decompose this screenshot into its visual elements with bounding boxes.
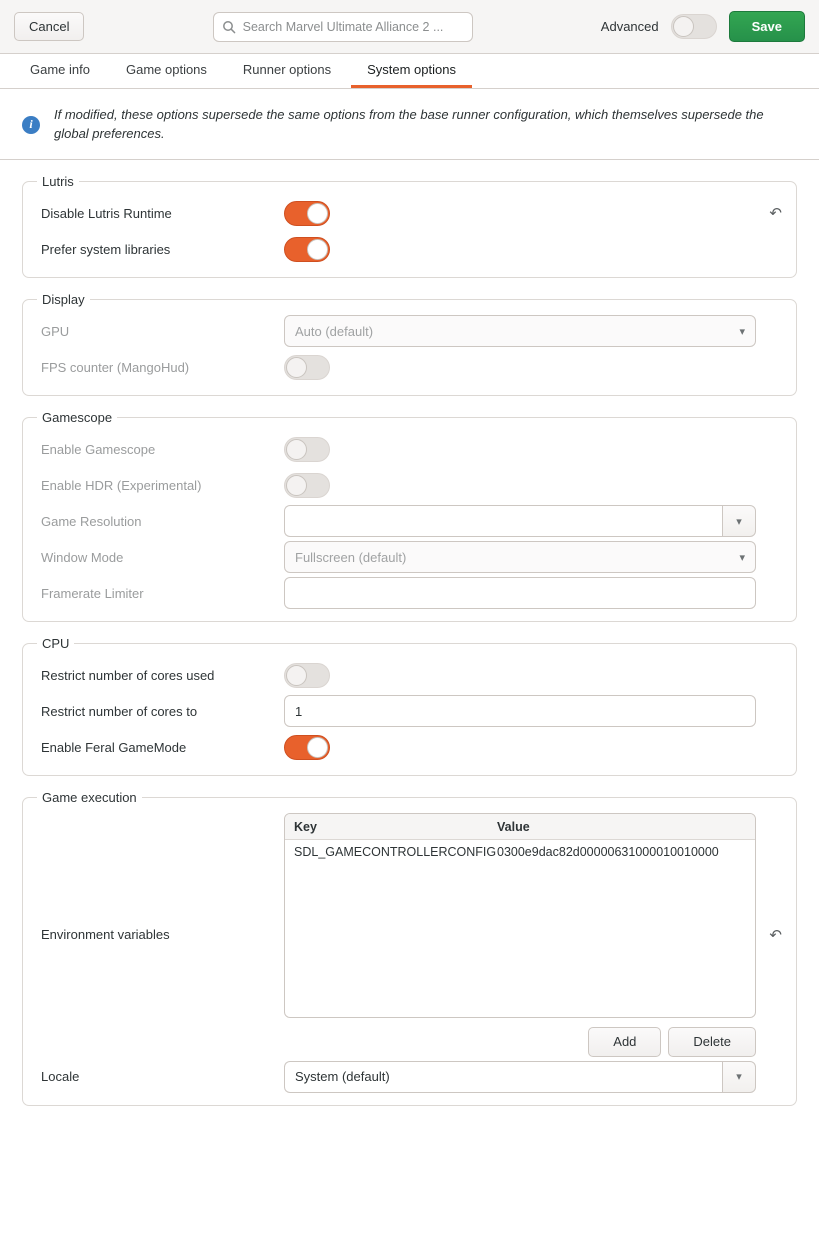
environment-variables-table[interactable] <box>284 813 756 1018</box>
row-label: GPU <box>41 323 70 339</box>
header-left <box>14 12 84 42</box>
table-row[interactable] <box>285 840 755 864</box>
info-icon: i <box>22 116 40 134</box>
row-control <box>284 1061 756 1093</box>
row-window-mode <box>41 539 782 575</box>
group-cpu <box>22 636 797 776</box>
row-label: Game Resolution <box>41 513 142 529</box>
group-game-execution <box>22 790 797 1106</box>
row-enable-gamescope <box>41 431 782 467</box>
toggle-knob <box>286 475 307 496</box>
save-button[interactable]: Save <box>729 11 805 43</box>
cancel-button[interactable]: Cancel <box>14 12 84 42</box>
header-right <box>601 11 805 43</box>
tab-system-options[interactable]: System options <box>351 54 472 88</box>
row-label: Enable HDR (Experimental) <box>41 477 202 493</box>
group-gamescope <box>22 410 797 622</box>
gpu-select-value: Auto (default) <box>295 323 374 339</box>
feral-gamemode-toggle[interactable] <box>284 735 330 760</box>
tab-game-info[interactable]: Game info <box>30 62 90 77</box>
row-label: Environment variables <box>41 927 170 943</box>
column-header-value: Value <box>497 819 530 834</box>
row-control <box>284 315 756 347</box>
header-center <box>84 12 600 42</box>
toggle-knob <box>307 737 328 758</box>
advanced-toggle-knob <box>673 16 694 37</box>
row-label: Locale <box>41 1069 80 1085</box>
row-control <box>284 735 756 760</box>
row-control <box>284 355 756 380</box>
toggle-knob <box>286 439 307 460</box>
restrict-cores-toggle[interactable] <box>284 663 330 688</box>
framerate-limiter-input[interactable] <box>284 577 756 609</box>
row-control <box>284 663 756 688</box>
row-control <box>284 505 756 537</box>
row-locale <box>41 1059 782 1095</box>
row-control <box>284 577 756 609</box>
row-control <box>284 237 756 262</box>
advanced-toggle[interactable] <box>671 14 717 39</box>
row-restrict-cores-used <box>41 657 782 693</box>
toggle-knob <box>286 357 307 378</box>
row-control <box>284 437 756 462</box>
cell-value: 0300e9dac82d00000631000010010000 <box>497 845 719 859</box>
cell-key: SDL_GAMECONTROLLERCONFIG <box>294 845 497 859</box>
group-game-execution-title: Game execution <box>42 790 137 805</box>
toggle-knob <box>307 239 328 260</box>
row-control <box>284 201 756 226</box>
group-lutris <box>22 174 797 278</box>
window-mode-select[interactable] <box>284 541 756 573</box>
row-label: Restrict number of cores to <box>41 703 198 719</box>
gpu-select[interactable] <box>284 315 756 347</box>
tab-game-options[interactable]: Game options <box>125 62 207 77</box>
chevron-down-icon[interactable]: ▾ <box>722 505 756 537</box>
toggle-knob <box>307 203 328 224</box>
group-cpu-title: CPU <box>42 636 70 651</box>
search-input[interactable] <box>213 12 473 42</box>
advanced-label: Advanced <box>600 19 659 34</box>
options-scroll-area[interactable] <box>0 160 819 1256</box>
row-control <box>284 541 756 573</box>
row-label: Disable Lutris Runtime <box>41 205 172 221</box>
row-label: Window Mode <box>41 549 124 565</box>
locale-select[interactable] <box>284 1061 756 1093</box>
row-game-resolution <box>41 503 782 539</box>
row-prefer-system-libraries <box>41 231 782 267</box>
row-label: Enable Feral GameMode <box>41 739 187 755</box>
toggle-knob <box>286 665 307 686</box>
info-banner-text: If modified, these options supersede the same options from the base runner configuration, which themselves supersede the global preferences. <box>54 106 764 141</box>
environment-variables-actions <box>284 1027 756 1057</box>
chevron-down-icon: ▾ <box>739 551 745 564</box>
add-button[interactable]: Add <box>588 1027 661 1057</box>
row-gpu <box>41 313 782 349</box>
chevron-down-icon[interactable]: ▾ <box>722 1061 756 1093</box>
row-label: Prefer system libraries <box>41 241 171 257</box>
group-display-title: Display <box>42 292 85 307</box>
row-label: Framerate Limiter <box>41 585 144 601</box>
chevron-down-icon: ▾ <box>739 325 745 338</box>
row-control <box>284 813 756 1057</box>
row-framerate-limiter <box>41 575 782 611</box>
reset-environment-variables-button[interactable]: ↶ <box>769 926 782 944</box>
group-display <box>22 292 797 396</box>
disable-lutris-runtime-toggle[interactable] <box>284 201 330 226</box>
enable-hdr-toggle[interactable] <box>284 473 330 498</box>
row-fps-counter <box>41 349 782 385</box>
tab-bar <box>0 54 819 89</box>
fps-counter-toggle[interactable] <box>284 355 330 380</box>
game-resolution-input[interactable] <box>284 505 722 537</box>
restrict-cores-to-input[interactable]: 1 <box>284 695 756 727</box>
search-placeholder-text: Search Marvel Ultimate Alliance 2 ... <box>242 19 444 34</box>
row-disable-lutris-runtime <box>41 195 782 231</box>
row-restrict-cores-to <box>41 693 782 729</box>
header-bar <box>0 0 819 54</box>
row-control <box>284 473 756 498</box>
row-control <box>284 695 756 727</box>
info-banner <box>0 90 819 160</box>
enable-gamescope-toggle[interactable] <box>284 437 330 462</box>
row-enable-feral-gamemode <box>41 729 782 765</box>
row-label: Restrict number of cores used <box>41 667 215 683</box>
reset-lutris-runtime-button[interactable]: ↶ <box>769 205 782 222</box>
column-header-key: Key <box>294 819 317 834</box>
row-enable-hdr <box>41 467 782 503</box>
delete-button[interactable]: Delete <box>668 1027 756 1057</box>
group-lutris-title: Lutris <box>42 174 74 189</box>
row-label: Enable Gamescope <box>41 441 156 457</box>
game-resolution-combo[interactable] <box>284 505 756 537</box>
table-header-row <box>285 814 755 840</box>
group-gamescope-title: Gamescope <box>42 410 113 425</box>
row-label: FPS counter (MangoHud) <box>41 359 190 375</box>
row-environment-variables <box>41 811 782 1059</box>
locale-value: System (default) <box>284 1061 722 1093</box>
tab-runner-options[interactable]: Runner options <box>242 62 332 77</box>
prefer-system-libraries-toggle[interactable] <box>284 237 330 262</box>
window-mode-value: Fullscreen (default) <box>295 549 407 565</box>
search-icon <box>222 20 236 34</box>
environment-variables-editor <box>284 813 756 1057</box>
